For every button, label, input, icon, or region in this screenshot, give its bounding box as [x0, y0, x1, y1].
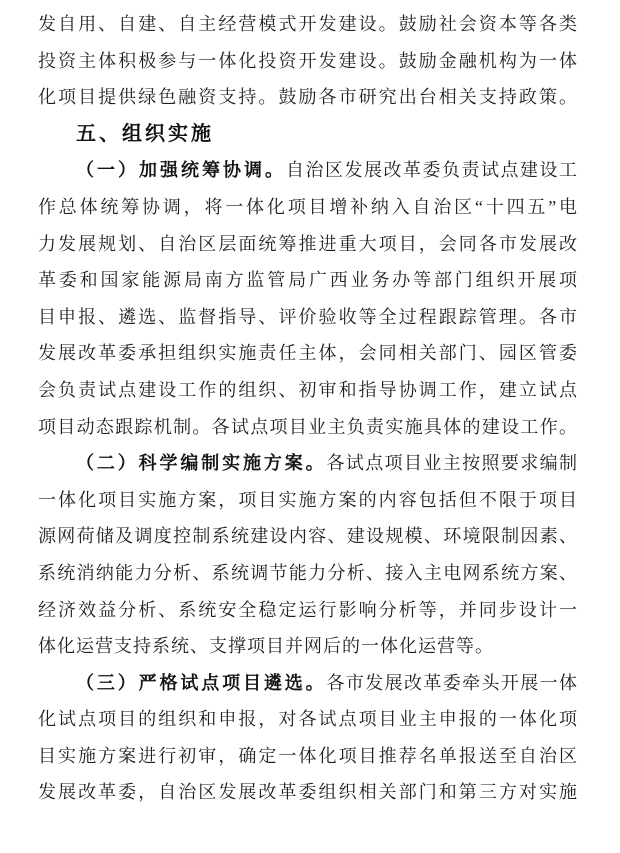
text-line: 作总体统筹协调，将一体化项目增补纳入自治区“十四五”电 — [38, 196, 578, 217]
text-line: 化项目提供绿色融资支持。鼓励各市研究出台相关支持政策。 — [38, 87, 578, 108]
text-line: 项目动态跟踪机制。各试点项目业主负责实施具体的建设工作。 — [38, 416, 578, 437]
text-line: 发展改革委，自治区发展改革委组织相关部门和第三方对实施 — [38, 782, 578, 803]
text-line: 革委和国家能源局南方监管局广西业务办等部门组织开展项 — [38, 270, 578, 291]
section-heading: 五、组织实施 — [76, 122, 214, 145]
text-line: 化试点项目的组织和申报，对各试点项目业主申报的一体化项 — [38, 709, 578, 730]
text-line: 发自用、自建、自主经营模式开发建设。鼓励社会资本等各类 — [38, 14, 578, 34]
paragraph-text: 各试点项目业主按照要求编制 — [326, 453, 578, 474]
text-line: 系统消纳能力分析、系统调节能力分析、接入主电网系统方案、 — [38, 562, 578, 583]
text-line: 经济效益分析、系统安全稳定运行影响分析等，并同步设计一 — [38, 599, 578, 620]
paragraph-bold-lead: （三）严格试点项目遴选。 — [76, 672, 327, 693]
text-line — [38, 665, 578, 702]
paragraph-text: 各市发展改革委牵头开展一体 — [326, 672, 578, 693]
paragraph-bold-lead: （二）科学编制实施方案。 — [76, 453, 327, 474]
text-line: 目实施方案进行初审，确定一体化项目推荐名单报送至自治区 — [38, 745, 578, 766]
paragraph-bold-lead: （一）加强统筹协调。 — [76, 160, 286, 181]
text-line: 力发展规划、自治区层面统筹推进重大项目，会同各市发展改 — [38, 233, 578, 254]
text-line — [38, 152, 578, 189]
text-line: 发展改革委承担组织实施责任主体，会同相关部门、园区管委 — [38, 343, 578, 364]
text-line: 目申报、遴选、监督指导、评价验收等全过程跟踪管理。各市 — [38, 306, 578, 327]
text-line — [38, 445, 578, 482]
paragraph-text: 自治区发展改革委负责试点建设工 — [286, 160, 578, 181]
text-line: 源网荷储及调度控制系统建设内容、建设规模、环境限制因素、 — [38, 526, 578, 547]
text-line: 一体化项目实施方案，项目实施方案的内容包括但不限于项目 — [38, 489, 578, 510]
text-line: 体化运营支持系统、支撑项目并网后的一体化运营等。 — [38, 636, 494, 657]
text-line: 会负责试点建设工作的组织、初审和指导协调工作，建立试点 — [38, 379, 578, 400]
text-line: 投资主体积极参与一体化投资开发建设。鼓励金融机构为一体 — [38, 50, 578, 71]
